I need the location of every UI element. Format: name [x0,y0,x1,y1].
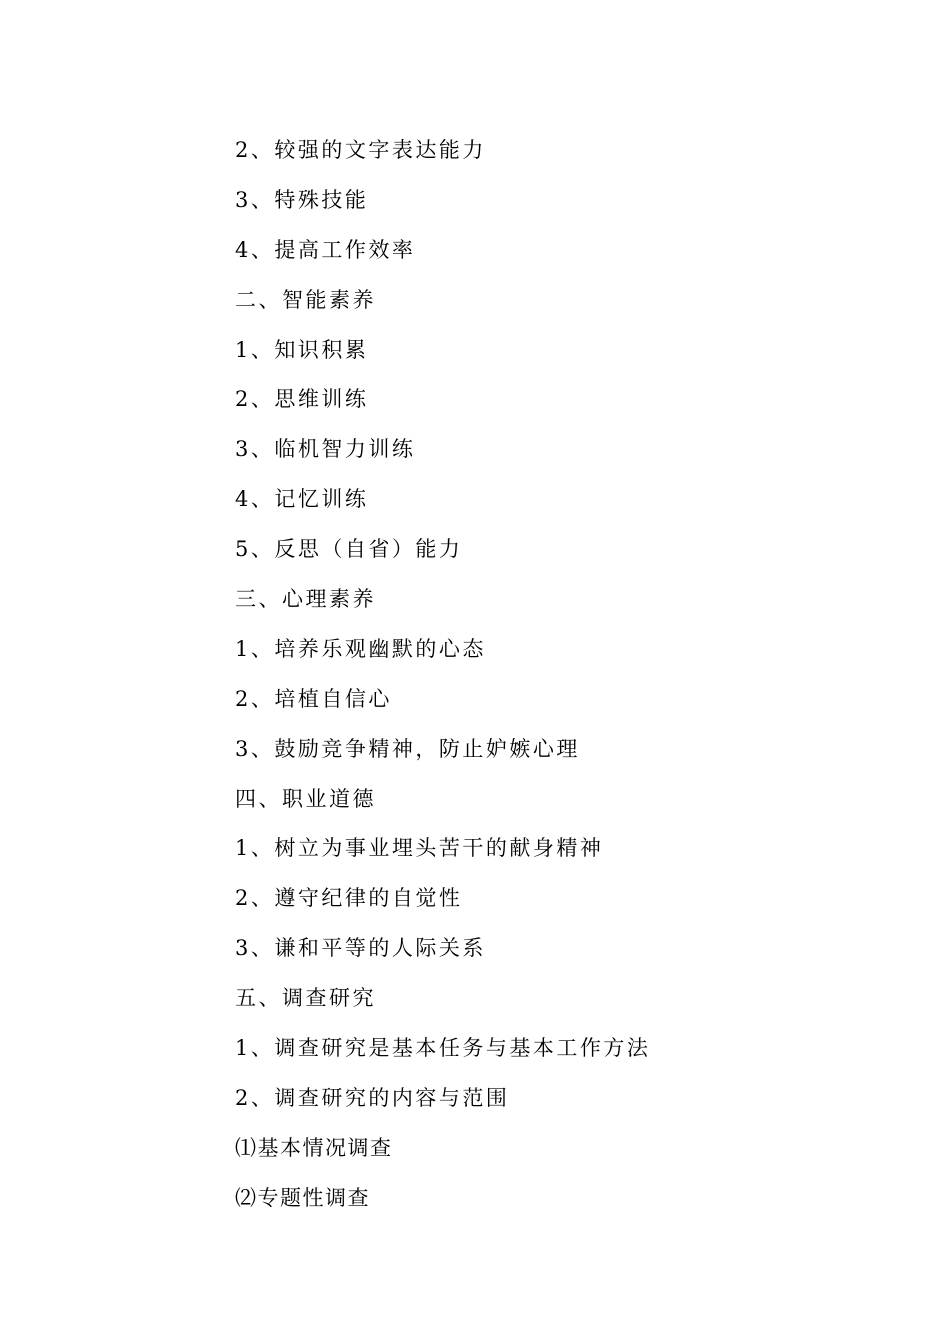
text-line: 2、调查研究的内容与范围 [235,1085,510,1110]
section-heading: 二、智能素养 [235,287,376,312]
text-line: 3、临机智力训练 [235,437,416,462]
text-line: 1、树立为事业埋头苦干的献身精神 [235,836,604,861]
document-body [235,133,650,1231]
sub-item-line: ⑵专题性调查 [235,1185,370,1210]
text-line: 2、思维训练 [235,387,369,412]
text-line: 1、调查研究是基本任务与基本工作方法 [235,1036,651,1061]
section-heading: 五、调查研究 [235,986,376,1011]
text-line: 2、遵守纪律的自觉性 [235,886,463,911]
text-line: 3、谦和平等的人际关系 [235,936,486,961]
text-line: 3、鼓励竞争精神，防止妒嫉心理 [235,736,580,761]
section-heading: 三、心理素养 [235,587,376,612]
text-line: 2、培植自信心 [235,686,392,711]
text-line: 4、记忆训练 [235,487,369,512]
sub-item-line: ⑴基本情况调查 [235,1135,393,1160]
text-line: 5、反思（自省）能力 [235,537,463,562]
text-line: 4、提高工作效率 [235,237,416,262]
text-line: 1、知识积累 [235,337,369,362]
text-line: 2、较强的文字表达能力 [235,138,486,162]
text-line: 3、特殊技能 [235,187,369,212]
section-heading: 四、职业道德 [235,786,376,811]
text-line: 1、培养乐观幽默的心态 [235,636,486,661]
